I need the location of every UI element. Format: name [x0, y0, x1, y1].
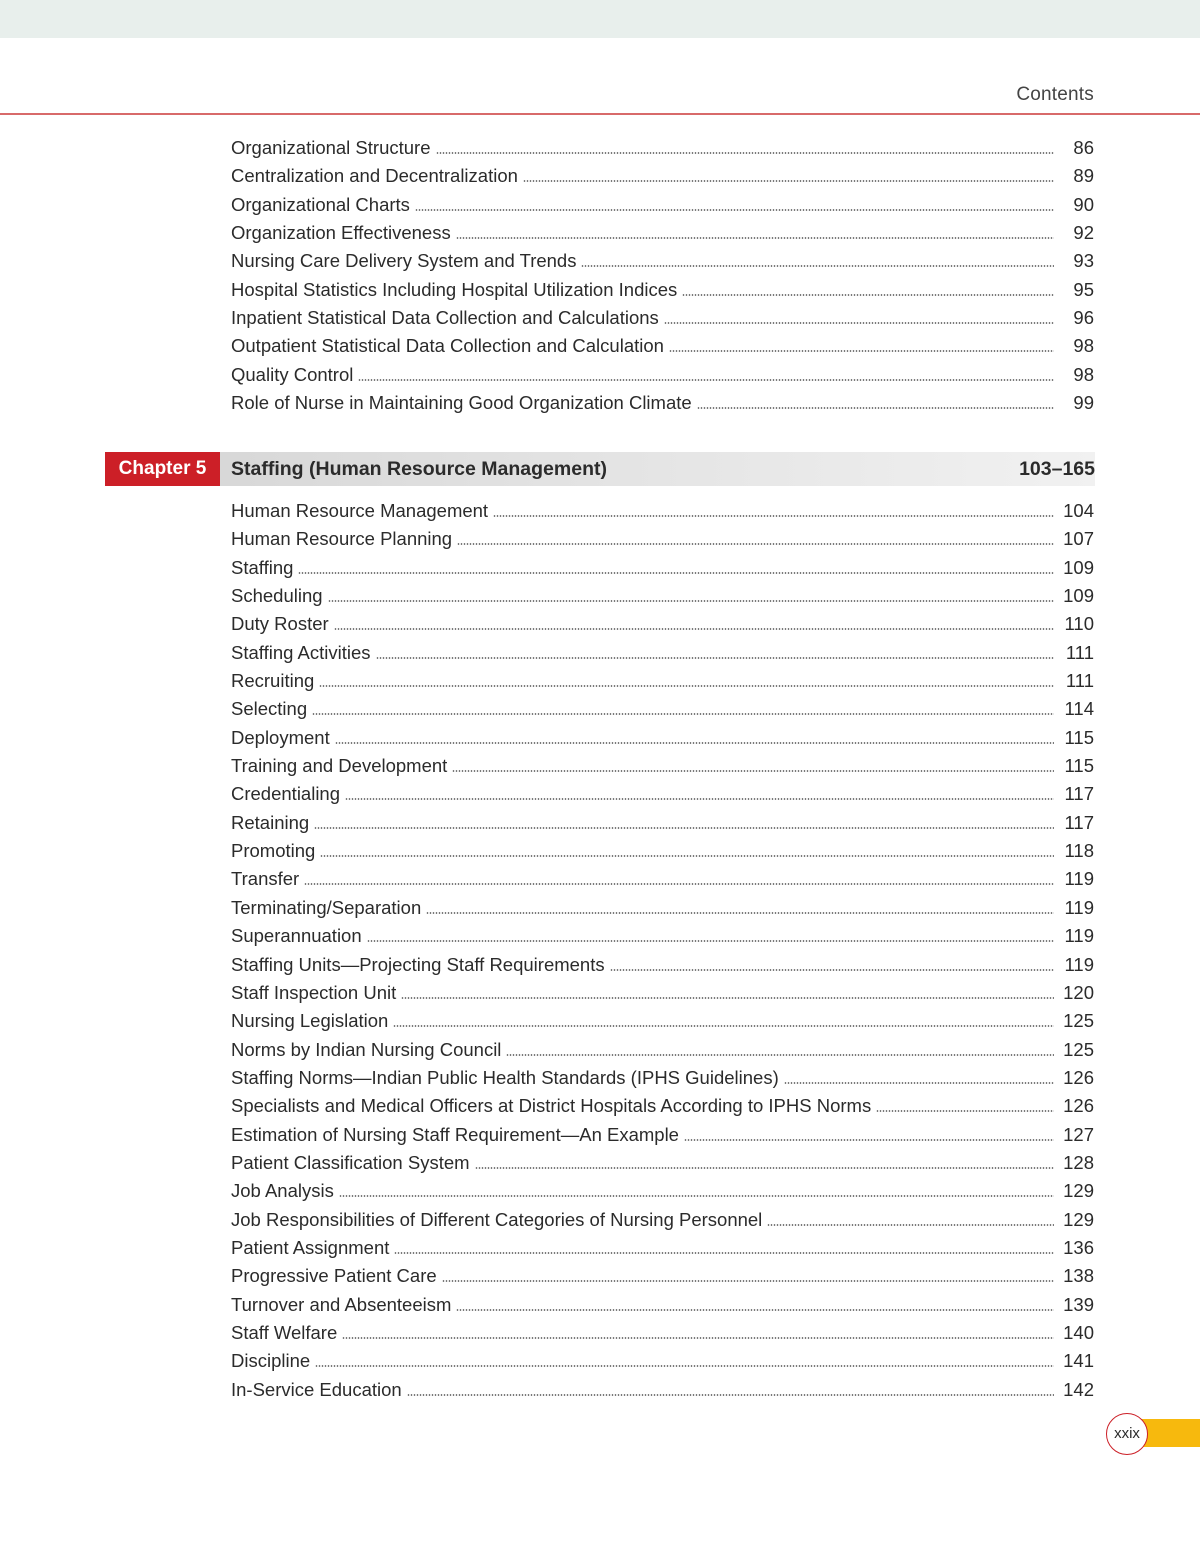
toc-entry-title: Organizational Charts: [231, 193, 410, 215]
dot-leader: [298, 568, 1054, 574]
toc-entry-title: Recruiting: [231, 670, 315, 692]
toc-entry-page: 93: [1073, 250, 1094, 272]
dot-leader: [493, 511, 1054, 517]
toc-entry-page: 110: [1064, 613, 1094, 635]
toc-entry-page: 119: [1064, 925, 1094, 947]
toc-entry-page: 129: [1063, 1180, 1094, 1202]
toc-entry: [231, 1064, 1094, 1092]
toc-entry-page: 111: [1065, 641, 1094, 663]
toc-entry-title: Training and Development: [231, 755, 448, 777]
toc-entry-title: Discipline: [231, 1350, 311, 1372]
toc-entry: [231, 582, 1094, 610]
toc-entry-title: Job Responsibilities of Different Categories of Nursing Personnel: [231, 1208, 763, 1230]
toc-entry-title: Staff Inspection Unit: [231, 981, 397, 1003]
toc-entry-page: 107: [1063, 528, 1094, 550]
toc-entry-title: Human Resource Planning: [231, 528, 453, 550]
toc-entry: [231, 1319, 1094, 1347]
toc-entry-page: 136: [1063, 1236, 1094, 1258]
toc-entry: [231, 1007, 1094, 1035]
toc-entry: [231, 134, 1094, 162]
toc-entry-page: 99: [1073, 392, 1094, 414]
top-band: [0, 0, 1200, 38]
toc-entry-title: Estimation of Nursing Staff Requirement—An Example: [231, 1123, 679, 1145]
toc-entry: [231, 525, 1094, 553]
toc-entry-title: Selecting: [231, 698, 308, 720]
dot-leader: [610, 965, 1054, 971]
toc-entry: [231, 1376, 1094, 1404]
toc-entry-page: 117: [1064, 783, 1094, 805]
toc-entry-title: In-Service Education: [231, 1378, 402, 1400]
dot-leader: [315, 1361, 1054, 1367]
dot-leader: [442, 1276, 1054, 1282]
toc-entry-title: Staffing: [231, 556, 294, 578]
toc-entry: [231, 497, 1094, 525]
chapter-heading-bar: [105, 452, 1095, 486]
dot-leader: [314, 823, 1054, 829]
toc-entry-title: Staffing Units—Projecting Staff Requirements: [231, 953, 605, 975]
toc-entry-page: 141: [1063, 1350, 1094, 1372]
dot-leader: [334, 624, 1054, 630]
page-number-badge: xxix: [1106, 1413, 1148, 1455]
toc-entry-title: Inpatient Statistical Data Collection and Calculations: [231, 307, 659, 329]
toc-entry-title: Centralization and Decentralization: [231, 165, 518, 187]
dot-leader: [367, 936, 1054, 942]
toc-entry: [231, 780, 1094, 808]
dot-leader: [767, 1220, 1054, 1226]
toc-entry-page: 114: [1064, 698, 1094, 720]
toc-entry: [231, 1347, 1094, 1375]
dot-leader: [339, 1191, 1054, 1197]
toc-entry-page: 140: [1063, 1321, 1094, 1343]
toc-entry: [231, 894, 1094, 922]
dot-leader: [401, 993, 1054, 999]
toc-entry: [231, 1149, 1094, 1177]
toc-entry: [231, 1036, 1094, 1064]
dot-leader: [426, 908, 1054, 914]
toc-entry-page: 120: [1063, 981, 1094, 1003]
toc-entry: [231, 922, 1094, 950]
toc-entry: [231, 837, 1094, 865]
toc-entry-page: 128: [1063, 1151, 1094, 1173]
toc-entry-title: Progressive Patient Care: [231, 1265, 437, 1287]
toc-entry: [231, 752, 1094, 780]
dot-leader: [876, 1106, 1054, 1112]
dot-leader: [452, 766, 1054, 772]
toc-entry: [231, 361, 1094, 389]
toc-entry-title: Retaining: [231, 811, 310, 833]
toc-entry: [231, 1177, 1094, 1205]
toc-entry: [231, 865, 1094, 893]
dot-leader: [342, 1333, 1054, 1339]
toc-entry-page: 98: [1073, 363, 1094, 385]
dot-leader: [335, 738, 1054, 744]
toc-entry-page: 126: [1063, 1066, 1094, 1088]
toc-entry-title: Quality Control: [231, 363, 354, 385]
toc-entry-title: Organizational Structure: [231, 137, 431, 158]
toc-entry-title: Credentialing: [231, 783, 341, 805]
dot-leader: [457, 539, 1054, 545]
dot-leader: [393, 1021, 1054, 1027]
toc-entry: [231, 951, 1094, 979]
toc-entry: [231, 554, 1094, 582]
dot-leader: [415, 205, 1054, 211]
dot-leader: [358, 375, 1054, 381]
dot-leader: [581, 261, 1054, 267]
running-head: Contents: [1016, 84, 1094, 105]
toc-entry-title: Outpatient Statistical Data Collection and Calculation: [231, 335, 664, 357]
toc-entry: [231, 695, 1094, 723]
toc-entry-title: Patient Assignment: [231, 1236, 390, 1258]
dot-leader: [320, 851, 1054, 857]
toc-entry-page: 96: [1073, 307, 1094, 329]
dot-leader: [682, 290, 1054, 296]
toc-entry-page: 109: [1063, 585, 1094, 607]
toc-entry: [231, 219, 1094, 247]
toc-entry-title: Patient Classification System: [231, 1151, 470, 1173]
toc-entry-page: 111: [1065, 670, 1094, 692]
dot-leader: [436, 148, 1055, 154]
toc-entry-title: Organization Effectiveness: [231, 222, 451, 244]
toc-entry-title: Human Resource Management: [231, 500, 489, 521]
toc-entry: [231, 809, 1094, 837]
dot-leader: [684, 1135, 1054, 1141]
dot-leader: [304, 879, 1054, 885]
toc-entry-page: 129: [1063, 1208, 1094, 1230]
dot-leader: [456, 233, 1054, 239]
dot-leader: [312, 709, 1054, 715]
toc-entry-page: 125: [1063, 1038, 1094, 1060]
toc-entry-page: 90: [1073, 193, 1094, 215]
dot-leader: [664, 318, 1054, 324]
toc-entry-page: 109: [1063, 556, 1094, 578]
toc-entry-title: Staffing Activities: [231, 641, 371, 663]
chapter-page-range: 103–165: [1019, 458, 1095, 480]
toc-entry-title: Job Analysis: [231, 1180, 334, 1202]
toc-entry-title: Staff Welfare: [231, 1321, 338, 1343]
toc-entry: [231, 276, 1094, 304]
toc-entry: [231, 1206, 1094, 1234]
toc-entry: [231, 247, 1094, 275]
toc-entry: [231, 1262, 1094, 1290]
toc-entry-page: 89: [1073, 165, 1094, 187]
dot-leader: [475, 1163, 1054, 1169]
dot-leader: [394, 1248, 1054, 1254]
toc-entry-title: Norms by Indian Nursing Council: [231, 1038, 502, 1060]
toc-entry: [231, 979, 1094, 1007]
toc-entry-title: Scheduling: [231, 585, 323, 607]
toc-entry: [231, 724, 1094, 752]
toc-entry-page: 95: [1073, 278, 1094, 300]
toc-entry-title: Transfer: [231, 868, 300, 890]
dot-leader: [697, 403, 1054, 409]
toc-entry-title: Nursing Care Delivery System and Trends: [231, 250, 577, 272]
toc-entry-page: 92: [1073, 222, 1094, 244]
toc-entry-title: Duty Roster: [231, 613, 329, 635]
toc-entry: [231, 1291, 1094, 1319]
toc-entry: [231, 1092, 1094, 1120]
header-rule: [0, 113, 1200, 115]
toc-entry-page: 115: [1064, 726, 1094, 748]
toc-entry-title: Terminating/Separation: [231, 896, 422, 918]
toc-entry-title: Deployment: [231, 726, 330, 748]
toc-entry-page: 104: [1063, 500, 1094, 521]
toc-entry-page: 117: [1064, 811, 1094, 833]
dot-leader: [456, 1305, 1054, 1311]
toc-entry-page: 127: [1063, 1123, 1094, 1145]
dot-leader: [407, 1390, 1054, 1396]
toc-list-previous-chapter: [231, 134, 1094, 417]
toc-entry: [231, 191, 1094, 219]
toc-entry-page: 119: [1064, 868, 1094, 890]
toc-entry-page: 115: [1064, 755, 1094, 777]
toc-entry-page: 118: [1064, 840, 1094, 862]
toc-entry: [231, 162, 1094, 190]
toc-entry-title: Hospital Statistics Including Hospital Utilization Indices: [231, 278, 678, 300]
dot-leader: [506, 1050, 1054, 1056]
toc-entry-title: Superannuation: [231, 925, 362, 947]
dot-leader: [319, 681, 1054, 687]
dot-leader: [784, 1078, 1054, 1084]
dot-leader: [669, 346, 1054, 352]
toc-entry-page: 86: [1073, 137, 1094, 158]
toc-entry: [231, 667, 1094, 695]
toc-entry-page: 142: [1063, 1378, 1094, 1400]
toc-entry-title: Staffing Norms—Indian Public Health Standards (IPHS Guidelines): [231, 1066, 779, 1088]
toc-entry: [231, 332, 1094, 360]
page-tab-strip: [1140, 1419, 1200, 1447]
toc-entry-page: 98: [1073, 335, 1094, 357]
dot-leader: [328, 596, 1054, 602]
toc-list-chapter-5: [231, 497, 1094, 1404]
dot-leader: [523, 176, 1054, 182]
toc-entry: [231, 389, 1094, 417]
toc-entry-title: Promoting: [231, 840, 316, 862]
toc-entry: [231, 1234, 1094, 1262]
toc-entry-title: Turnover and Absenteeism: [231, 1293, 452, 1315]
toc-entry-title: Specialists and Medical Officers at District Hospitals According to IPHS Norms: [231, 1095, 872, 1117]
toc-entry-page: 119: [1064, 953, 1094, 975]
toc-entry-page: 139: [1063, 1293, 1094, 1315]
toc-entry-page: 119: [1064, 896, 1094, 918]
toc-entry: [231, 304, 1094, 332]
chapter-label: Chapter 5: [105, 452, 220, 486]
toc-entry: [231, 610, 1094, 638]
chapter-title: Staffing (Human Resource Management): [231, 458, 607, 480]
dot-leader: [345, 794, 1054, 800]
toc-entry: [231, 1121, 1094, 1149]
toc-entry-title: Nursing Legislation: [231, 1010, 389, 1032]
toc-entry-page: 138: [1063, 1265, 1094, 1287]
toc-entry-page: 126: [1063, 1095, 1094, 1117]
toc-entry-page: 125: [1063, 1010, 1094, 1032]
dot-leader: [376, 653, 1054, 659]
toc-entry-title: Role of Nurse in Maintaining Good Organization Climate: [231, 392, 692, 414]
toc-entry: [231, 639, 1094, 667]
